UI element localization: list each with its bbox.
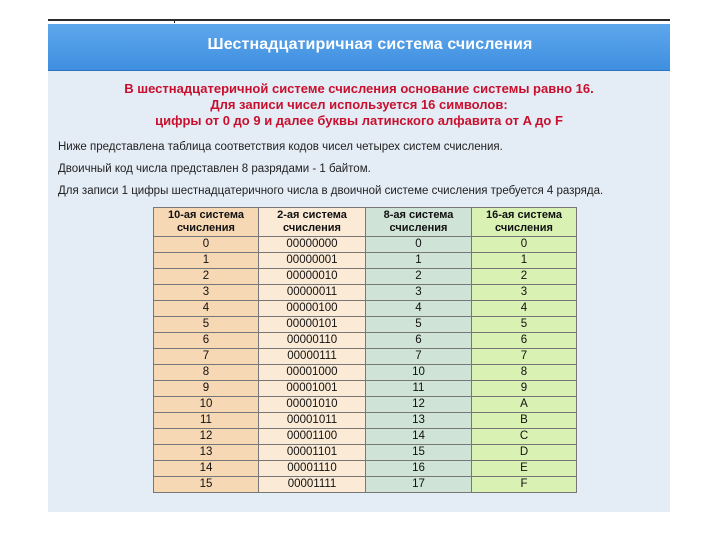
cell-octal: 3 (366, 285, 472, 301)
slide-title: Шестнадцатиричная система счисления (207, 36, 533, 53)
cell-octal: 16 (366, 461, 472, 477)
cell-decimal: 14 (154, 461, 259, 477)
note-text: Двоичный код числа представлен 8 разрядами - 1 байтом. (58, 163, 371, 175)
cell-octal: 12 (366, 397, 472, 413)
header-decimal: 10-ая система счисления (154, 208, 259, 237)
cell-octal: 0 (366, 237, 472, 253)
table-row (154, 445, 577, 461)
cell-hex: E (472, 461, 577, 477)
intro-line: Для записи чисел используется 16 символов: (210, 97, 508, 112)
cell-binary: 00001011 (259, 413, 366, 429)
cell-octal: 10 (366, 365, 472, 381)
cell-decimal: 7 (154, 349, 259, 365)
cell-octal: 1 (366, 253, 472, 269)
cell-decimal: 0 (154, 237, 259, 253)
header-octal: 8-ая система счисления (366, 208, 472, 237)
table-row (154, 365, 577, 381)
table-row (154, 333, 577, 349)
cell-decimal: 11 (154, 413, 259, 429)
cell-octal: 13 (366, 413, 472, 429)
table-row (154, 301, 577, 317)
note-text: Ниже представлена таблица соответствия кодов чисел четырех систем счисления. (58, 141, 503, 153)
cell-binary: 00001000 (259, 365, 366, 381)
cell-hex: 3 (472, 285, 577, 301)
table-row (154, 237, 577, 253)
cell-decimal: 10 (154, 397, 259, 413)
cell-octal: 5 (366, 317, 472, 333)
cell-decimal: 8 (154, 365, 259, 381)
cell-octal: 7 (366, 349, 472, 365)
table-row (154, 253, 577, 269)
intro-line: цифры от 0 до 9 и далее буквы латинского алфавита от A до F (155, 113, 563, 128)
cell-binary: 00001001 (259, 381, 366, 397)
cell-hex: D (472, 445, 577, 461)
cell-hex: 0 (472, 237, 577, 253)
table-row (154, 413, 577, 429)
number-systems-table (153, 207, 577, 493)
top-divider-tick (174, 19, 175, 23)
table-row (154, 477, 577, 493)
title-bar (48, 24, 670, 71)
intro-line: В шестнадцатеричной системе счисления основание системы равно 16. (124, 81, 594, 96)
cell-octal: 2 (366, 269, 472, 285)
header-hex: 16-ая система счисления (472, 208, 577, 237)
cell-binary: 00001101 (259, 445, 366, 461)
cell-hex: 6 (472, 333, 577, 349)
cell-decimal: 6 (154, 333, 259, 349)
table-row (154, 429, 577, 445)
cell-hex: 2 (472, 269, 577, 285)
cell-decimal: 9 (154, 381, 259, 397)
cell-decimal: 4 (154, 301, 259, 317)
cell-decimal: 2 (154, 269, 259, 285)
cell-hex: 1 (472, 253, 577, 269)
cell-octal: 15 (366, 445, 472, 461)
table-row (154, 317, 577, 333)
cell-hex: 9 (472, 381, 577, 397)
table-header-row (154, 208, 577, 237)
cell-hex: A (472, 397, 577, 413)
top-divider-line (48, 19, 670, 21)
cell-binary: 00000110 (259, 333, 366, 349)
table-body (154, 237, 577, 493)
note-text: Для записи 1 цифры шестнадцатеричного числа в двоичной системе счисления требуется 4 разряда. (58, 185, 604, 197)
cell-binary: 00000001 (259, 253, 366, 269)
cell-hex: 7 (472, 349, 577, 365)
cell-binary: 00001110 (259, 461, 366, 477)
table-row (154, 349, 577, 365)
cell-decimal: 3 (154, 285, 259, 301)
table-row (154, 461, 577, 477)
intro-block (48, 81, 670, 129)
cell-decimal: 1 (154, 253, 259, 269)
cell-binary: 00001111 (259, 477, 366, 493)
cell-binary: 00000000 (259, 237, 366, 253)
cell-hex: B (472, 413, 577, 429)
header-binary: 2-ая система счисления (259, 208, 366, 237)
table-row (154, 381, 577, 397)
cell-octal: 11 (366, 381, 472, 397)
cell-octal: 14 (366, 429, 472, 445)
cell-binary: 00001010 (259, 397, 366, 413)
cell-hex: C (472, 429, 577, 445)
table-row (154, 397, 577, 413)
cell-hex: F (472, 477, 577, 493)
table-row (154, 269, 577, 285)
cell-binary: 00000111 (259, 349, 366, 365)
cell-octal: 6 (366, 333, 472, 349)
cell-hex: 8 (472, 365, 577, 381)
slide (48, 24, 670, 512)
cell-binary: 00000011 (259, 285, 366, 301)
cell-decimal: 15 (154, 477, 259, 493)
cell-decimal: 12 (154, 429, 259, 445)
cell-octal: 17 (366, 477, 472, 493)
cell-hex: 4 (472, 301, 577, 317)
table-row (154, 285, 577, 301)
cell-binary: 00000101 (259, 317, 366, 333)
cell-decimal: 5 (154, 317, 259, 333)
cell-hex: 5 (472, 317, 577, 333)
cell-binary: 00001100 (259, 429, 366, 445)
cell-binary: 00000010 (259, 269, 366, 285)
cell-binary: 00000100 (259, 301, 366, 317)
cell-octal: 4 (366, 301, 472, 317)
cell-decimal: 13 (154, 445, 259, 461)
